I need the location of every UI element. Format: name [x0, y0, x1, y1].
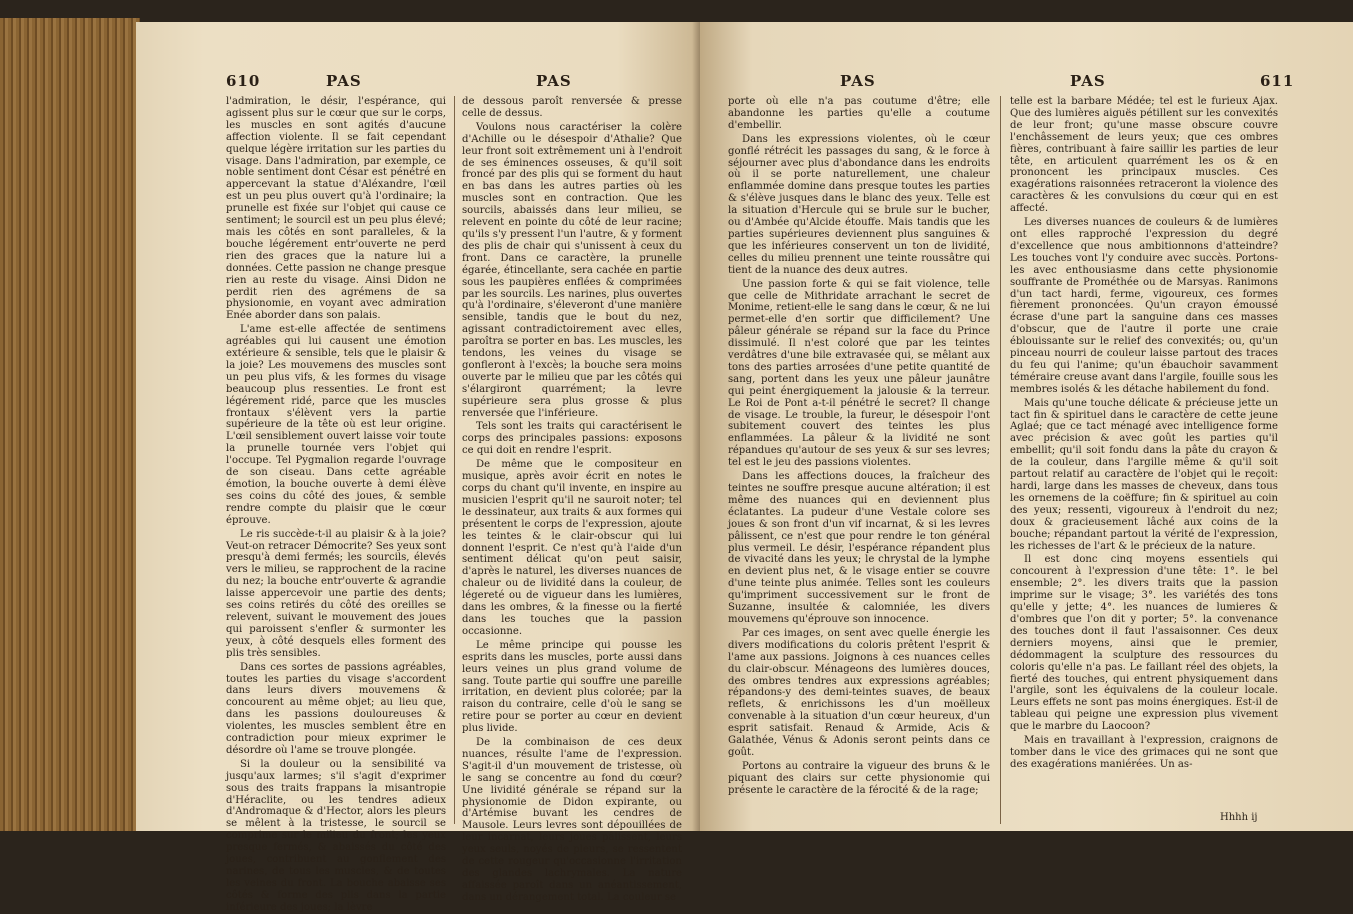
paragraph: Si la douleur ou la sensibilité va jusqu'aux larmes; s'il s'agit d'exprimer sous des traits frappans la misantropie d'Héraclite, ou les tendres adieux d'Andromaque & d'Hector, alors les pleurs se mêlent à la tristesse, le sourcil se comprime sur le milieu du front; les yeux presque fermés, & abaissés du côté des joues, contribuent au gonflement des narines, de tous les muscles, & de toutes les veines du front. La bouche abaisse ses côtés & forme des plis dans la partie inférieure des joues; la lèvre: [226, 758, 446, 913]
left-page-number: 610: [226, 72, 261, 90]
paragraph: Dans ces sortes de passions agréables, toutes les parties du visage s'accordent dans leurs divers mouvemens & concourent au même objet; au lieu que, dans les passions douloureuses & violentes, les muscles semblent être en contradiction pour mieux exprimer le désordre où l'ame se trouve plongée.: [226, 661, 446, 756]
left-column-1: [226, 96, 446, 913]
paragraph: telle est la barbare Médée; tel est le furieux Ajax. Que des lumières aiguës pétillent sur les convexités de leur front; qu'une masse obscure couvre l'enchâssement de leurs yeux; que ces ombres fières, contribuant à faire saillir les parties de leur tête, en articulent quarrément les os & en prononcent les principaux muscles. Ces exagérations raisonnées retraceront la violence des caractères & les convulsions du cœur qui en est affecté.: [1010, 96, 1278, 215]
paragraph: Mais en travaillant à l'expression, craignons de tomber dans le vice des grimaces qui ne sont que des exagérations maniérées. Un as-: [1010, 735, 1278, 770]
left-header-left: PAS: [326, 72, 362, 90]
paragraph: Une passion forte & qui se fait violence, telle que celle de Mithridate arrachant le secret de Monime, retient-elle le sang dans le cœur, & ne lui permet-elle d'en sortir que difficilement? Une pâleur générale se répand sur la face du Prince dissimulé. Il n'est coloré que par les teintes verdâtres d'une bile extravasée qui, se mêlant aux tons des parties arrosées d'une petite quantité de sang, portent dans les yeux une pâleur jaunâtre qui peint énergiquement la jalousie & la terreur. Le Roi de Pont a-t-il pénétré le secret? Il change de visage. Le trouble, la fureur, le désespoir l'ont subitement couvert des teintes les plus enflammées. La pâleur & la lividité ne sont répandues qu'autour de ses yeux & sur ses levres; tel est le jeu des passions violentes.: [728, 278, 990, 469]
signature-mark: Hhhh ij: [1220, 812, 1258, 823]
right-header-right: PAS: [1070, 72, 1106, 90]
paragraph: l'admiration, le désir, l'espérance, qui agissent plus sur le cœur que sur le corps, les muscles en sont agités d'aucune affection violente. Il se fait cependant quelque légère irritation sur les parties du visage. Dans l'admiration, par exemple, ce noble sentiment dont César est pénétré en appercevant la statue d'Aléxandre, l'œil est un peu plus ouvert qu'à l'ordinaire; la prunelle est fixée sur l'objet qui cause ce sentiment; le sourcil est un peu plus élevé; mais les côtés en sont paralleles, & la bouche légérement entr'ouverte ne perd rien des graces que la nature lui a données. Cette passion ne change presque rien au reste du visage. Ainsi Didon ne perdit rien des agrémens de sa physionomie, en voyant avec admiration Enée aborder dans son palais.: [226, 96, 446, 322]
paragraph: Dans les expressions violentes, où le cœur gonflé rétrécit les passages du sang, & le force à séjourner avec plus d'abondance dans les endroits où il se porte naturellement, une chaleur enflammée domine dans presque toutes les parties & s'élève jusques dans le blanc des yeux. Telle est la situation d'Hercule qui se brule sur le bucher, ou d'Ambée qu'Alcide étouffe. Mais tandis que les parties supérieures deviennent plus sanguines & que les inférieures conservent un ton de lividité, celles du milieu prennent une teinte roussâtre qui tient de la nuance des deux autres.: [728, 133, 990, 276]
paragraph: Tels sont les traits qui caractérisent le corps des principales passions: exposons ce qui doit en rendre l'esprit.: [462, 421, 682, 457]
paragraph: Par ces images, on sent avec quelle énergie les divers modifications du coloris prêtent l'esprit & l'ame aux passions. Joignons à ces nuances celles du clair-obscur. Ménageons des lumières douces, des ombres tendres aux expressions agréables; répandons-y des demi-teintes suaves, de beaux reflets, & enrichissons les d'un moëlleux convenable à la situation d'un cœur heureux, d'un esprit satisfait. Renaud & Armide, Acis & Galathée, Vénus & Adonis seront peints dans ce goût.: [728, 627, 990, 758]
right-column-1: [728, 96, 990, 824]
paragraph: Dans les affections douces, la fraîcheur des teintes ne souffre presque aucune altération; il est même des nuances qui en deviennent plus éclatantes. La pudeur d'une Vestale colore ses joues & son front d'un vif incarnat, & si les levres pâlissent, ce n'est que pour rendre le ton général plus vermeil. Le désir, l'espérance répandent plus de vivacité dans les yeux; le chrystal de la lymphe en devient plus net, & le visage entier se couvre d'une teinte plus animée. Telles sont les couleurs qu'impriment successivement sur le front de Suzanne, insultée & calomniée, les divers mouvemens qu'éprouve son innocence.: [728, 471, 990, 625]
paragraph: L'ame est-elle affectée de sentimens agréables qui lui causent une émotion extérieure & sensible, tels que le plaisir & la joie? Les mouvemens des muscles sont un peu plus vifs, & les formes du visage beaucoup plus ressenties. Le front est légérement ridé, parce que les muscles frontaux s'élèvent vers la partie supérieure de la tête où est leur origine. L'œil sensiblement ouvert laisse voir toute la prunelle tournée vers l'objet qui l'occupe. Tel Pygmalion regarde l'ouvrage de son ciseau. Dans cette agréable émotion, la bouche ouverte à demi élève ses coins du côté des joues, & semble rendre compte du plaisir que le cœur éprouve.: [226, 324, 446, 526]
book-edge: [0, 18, 140, 831]
column-rule: [454, 96, 455, 824]
paragraph: Mais qu'une touche délicate & précieuse jette un tact fin & spirituel dans le caractère de cette jeune Aglaé; que ce tact ménagé avec intelligence forme avec précision & avec goût les parties qu'il embellit; qu'il soit fondu dans la pâte du crayon & de la couleur, dans l'argille même & qu'il soit partout relatif au caractère de l'objet qui le reçoit: hardi, large dans les masses de cheveux, dans tous les ornemens de la coëffure; fin & spirituel au coin des yeux; ressenti, vigoureux à l'endroit du nez; doux & gracieusement lâché aux coins de la bouche; répandant partout la vérité de l'expression, les richesses de l'art & le précieux de la nature.: [1010, 397, 1278, 552]
left-page: [136, 22, 702, 913]
right-header-left: PAS: [840, 72, 876, 90]
paragraph: Il est donc cinq moyens essentiels qui concourent à l'expression d'une tête: 1°. le bel ensemble; 2°. les divers traits que la passion imprime sur le visage; 3°. les variétés des tons qu'elle y jette; 4°. les nuances de lumieres & d'ombres que l'on dit y porter; 5°. la convenance des touches dont il faut l'assaisonner. Ces deux derniers moyens, ainsi que le premier, dédommagent la sculpture des ressources du coloris qu'elle n'a pas. Le faillant réel des objets, la fierté des touches, qui entrent physiquement dans l'argile, sont les équivalens de la couleur locale. Leurs effets ne sont pas moins énergiques. Est-il de tableau qui peigne une expression plus vivement que le marbre du Laocoon?: [1010, 554, 1278, 733]
left-header-right: PAS: [536, 72, 572, 90]
paragraph: De la combinaison de ces deux nuances, résulte l'ame de l'expression. S'agit-il d'un mouvement de tristesse, où le sang se concentre au fond du cœur? Une lividité générale se répand sur la physionomie de Didon expirante, ou d'Artémise buvant les cendres de Mausole. Leurs levres sont dépouillées de leur incarnat, leurs joues pâlissent, leurs yeux seuls, noyés de pleurs, se ressentent de cette rougeur qu'occasionne l'irritation des glandes lachrymales. La nature affaissée paroît dans un anéantissement, dans un dérangement total. La couleur se: [462, 737, 682, 903]
paragraph: Le ris succède-t-il au plaisir & à la joie? Veut-on retracer Démocrite? Ses yeux sont presqu'à demi fermés; les sourcils, élevés vers le milieu, se rapprochent de la racine du nez; la bouche entr'ouverte & agrandie laisse appercevoir une partie des dents; ses coins retirés du côté des oreilles se relevent, suivant le mouvement des joues qui paroissent s'enfler & surmonter les yeux, à côté desquels elles forment des plis très sensibles.: [226, 528, 446, 659]
right-column-2: [1010, 96, 1278, 824]
left-column-2: [462, 96, 682, 903]
right-page: [700, 22, 1353, 831]
paragraph: de dessous paroît renversée & presse celle de dessus.: [462, 96, 682, 119]
paragraph: Portons au contraire la vigueur des bruns & le piquant des clairs sur cette physionomie qui présente le caractère de la férocité & de la rage;: [728, 760, 990, 796]
paragraph: porte où elle n'a pas coutume d'être; elle abandonne les parties qu'elle a coutume d'embellir.: [728, 96, 990, 131]
paragraph: Les diverses nuances de couleurs & de lumières ont elles rapproché l'expression du degré d'excellence que nous ambitionnons d'atteindre? Les touches vont l'y conduire avec succès. Portons-les avec enthousiasme dans cette physionomie souffrante de Prométhée ou de Marsyas. Ranimons d'un tact hardi, ferme, vigoureux, ces formes fièrement prononcées. Qu'un crayon émoussé écrase d'une part la sanguine dans ces masses d'obscur, que de l'autre il porte une craie éblouissante sur le relief des convexités; ou, qu'un pinceau nourri de couleur laisse partout des traces du feu qui l'anime; qu'un ébauchoir savamment téméraire creuse avant dans l'argile, fouille sous les membres isolés & les détache habilement du fond.: [1010, 217, 1278, 395]
paragraph: Voulons nous caractériser la colère d'Achille ou le désespoir d'Athalie? Que leur front soit extrêmement uni à l'endroit de ses éminences osseuses, & qu'il soit froncé par des plis qui se forment du haut en bas dans les autres parties où les muscles sont en contraction. Que les sourcils, abaissés dans leur milieu, se relevent en pointe du côté de leur racine; qu'ils s'y pressent l'un l'autre, & y forment des plis de chair qui s'unissent à ceux du front. Dans ce caractère, la prunelle égarée, étincellante, sera cachée en partie sous les paupières enflées & comprimées par les sourcils. Les narines, plus ouvertes qu'à l'ordinaire, s'éleveront d'une manière sensible, tandis que le bout du nez, agissant contradictoirement avec elles, paroîtra se porter en bas. Les muscles, les tendons, les veines du visage se gonfleront à l'excès; la bouche sera moins ouverte par le milieu que par les côtés qui s'élargiront quarrément; la levre supérieure sera plus grosse & plus renversée que l'inférieure.: [462, 121, 682, 419]
column-rule: [1000, 96, 1001, 824]
paragraph: Le même principe qui pousse les esprits dans les muscles, porte aussi dans leurs veines un plus grand volume de sang. Toute partie qui souffre une pareille irritation, en devient plus colorée; par la raison du contraire, celle d'où le sang se retire pour se porter au cœur en devient plus livide.: [462, 639, 682, 735]
paragraph: De même que le compositeur en musique, après avoir écrit en notes le corps du chant qu'il invente, en inspire au musicien l'esprit qu'il ne sauroit noter; tel le dessinateur, aux traits & aux formes qui présentent le corps de l'expression, ajoute les teintes & le clair-obscur qui lui donnent l'esprit. Ce n'est qu'à l'aide d'un sentiment délicat qu'on peut saisir, d'après le naturel, les diverses nuances de chaleur ou de lividité dans la couleur, de légereté ou de vigueur dans les lumières, dans les ombres, & la finesse ou la fierté dans les touches que la passion occasionne.: [462, 459, 682, 637]
right-page-number: 611: [1260, 72, 1295, 90]
